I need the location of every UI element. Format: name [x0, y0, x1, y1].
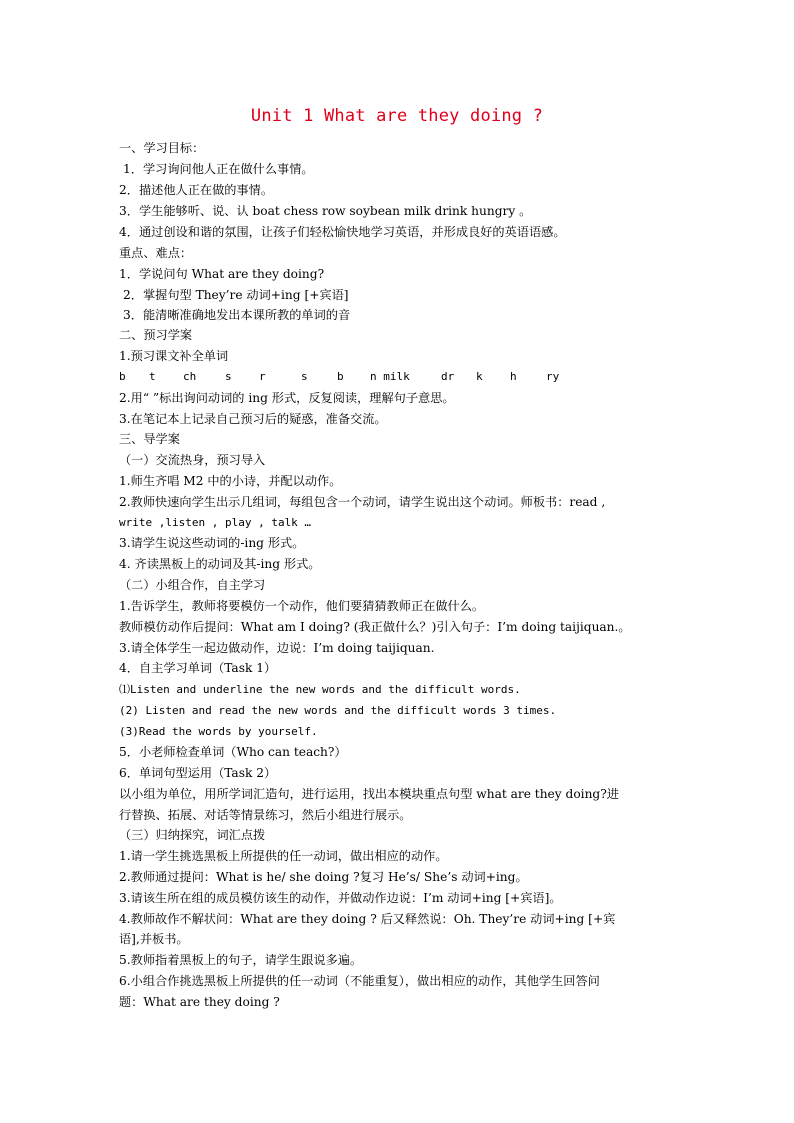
word-letter: k [476, 370, 483, 383]
text-line: 题：What are they doing ? [119, 995, 280, 1009]
text-line: 2．掌握句型 They’re 动词+ing [+宾语] [123, 288, 349, 302]
word-letter: dr [441, 370, 455, 383]
text-line: 6．单词句型运用（Task 2） [119, 766, 277, 780]
text-line: 5.教师指着黑板上的句子，请学生跟说多遍。 [119, 953, 363, 967]
text-line: 以小组为单位，用所学词汇造句，进行运用，找出本模块重点句型 what are they doing?进 [119, 787, 619, 801]
text-line: 3.请全体学生一起边做动作，边说：I’m doing taijiquan. [119, 641, 435, 655]
word-letter: s [301, 370, 308, 383]
word-letter-row [119, 370, 679, 386]
text-line: 1．学说问句 What are they doing? [119, 267, 325, 281]
text-line: 1．学习询问他人正在做什么事情。 [123, 162, 314, 176]
text-line: 教师模仿动作后提问：What am I doing? (我正做什么？)引入句子：I’m doing taijiquan.。 [119, 620, 631, 634]
text-line: 5．小老师检查单词（Who can teach?） [119, 745, 347, 759]
subsection-heading: （三）归纳探究，词汇点拨 [119, 828, 266, 842]
text-line: 2.教师快速向学生出示几组词，每组包含一个动词，请学生说出这个动词。师板书：read , [119, 495, 606, 509]
text-line: 行替换、拓展、对话等情景练习，然后小组进行展示。 [119, 808, 412, 822]
word-letter: n milk [370, 370, 410, 383]
section-heading: 重点、难点： [119, 246, 193, 260]
word-letter: ch [183, 370, 197, 383]
text-line: 1.请一学生挑选黑板上所提供的任一动词，做出相应的动作。 [119, 849, 448, 863]
text-line: 1.告诉学生，教师将要模仿一个动作，他们要猜猜教师正在做什么。 [119, 599, 485, 613]
text-line: 3.在笔记本上记录自己预习后的疑惑，准备交流。 [119, 412, 387, 426]
text-line: 4．自主学习单词（Task 1） [119, 661, 277, 675]
word-letter: b [119, 370, 126, 383]
text-line: 2.用“ ”标出询问动词的 ing 形式，反复阅读，理解句子意思。 [119, 391, 455, 405]
section-heading: 三、导学案 [119, 432, 180, 446]
subsection-heading: （一）交流热身，预习导入 [119, 453, 266, 467]
text-line: write ,listen , play , talk … [119, 516, 312, 529]
text-line: 2.教师通过提问：What is he/ she doing ?复习 He’s/ She’s 动词+ing。 [119, 870, 528, 884]
text-line: (2) Listen and read the new words and the difficult words 3 times. [119, 704, 557, 717]
text-line: 4.教师故作不解状问：What are they doing ? 后又释然说：Oh. They’re 动词+ing [+宾 [119, 912, 616, 926]
text-line: 语],并板书。 [119, 932, 189, 946]
text-line: 3.请该生所在组的成员模仿该生的动作，并做动作边说：I’m 动词+ing [+宾语]。 [119, 891, 562, 905]
text-line: 4. 齐读黑板上的动词及其-ing 形式。 [119, 557, 321, 571]
text-line: 1.预习课文补全单词 [119, 349, 229, 363]
page-title: Unit 1 What are they doing ? [250, 106, 544, 126]
text-line: 3．学生能够听、说、认 boat chess row soybean milk drink hungry 。 [119, 204, 532, 218]
word-letter: h [510, 370, 517, 383]
text-line: 6.小组合作挑选黑板上所提供的任一动词（不能重复），做出相应的动作，其他学生回答问 [119, 974, 600, 988]
text-line: 1.师生齐唱 M2 中的小诗，并配以动作。 [119, 474, 342, 488]
word-letter: r [259, 370, 266, 383]
text-line: 2．描述他人正在做的事情。 [119, 183, 274, 197]
text-line: (3)Read the words by yourself. [119, 725, 318, 738]
section-heading: 二、预习学案 [119, 328, 193, 342]
word-letter: b [337, 370, 344, 383]
word-letter: s [225, 370, 232, 383]
word-letter: t [149, 370, 156, 383]
text-line: 3．能清晰准确地发出本课所教的单词的音 [123, 308, 351, 322]
section-heading: 一、学习目标： [119, 141, 205, 155]
text-line: ⑴Listen and underline the new words and the difficult words. [119, 683, 521, 696]
subsection-heading: （二）小组合作，自主学习 [119, 578, 266, 592]
text-line: 3.请学生说这些动词的-ing 形式。 [119, 536, 305, 550]
word-letter: ry [546, 370, 560, 383]
text-line: 4．通过创设和谐的氛围，让孩子们轻松愉快地学习英语，并形成良好的英语语感。 [119, 225, 566, 239]
